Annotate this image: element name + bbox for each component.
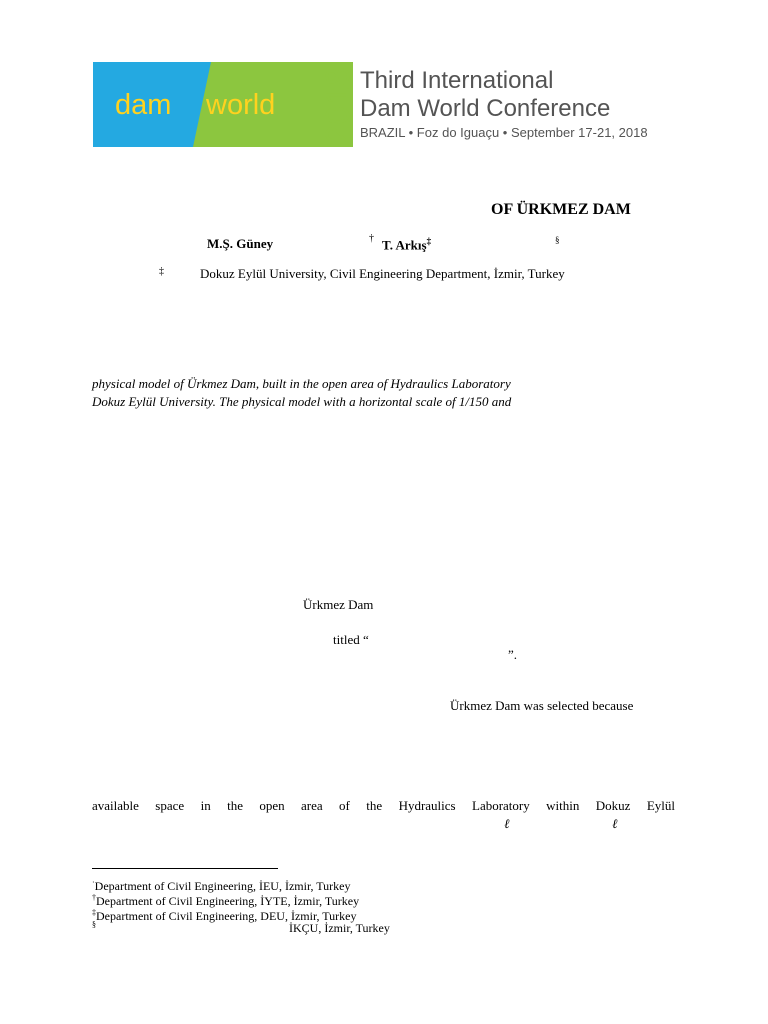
footnote-3-mark: ‡ (92, 908, 96, 917)
conference-title-line1: Third International (360, 67, 554, 94)
conference-year (321, 66, 355, 144)
text-fragment-close-quote: ”. (508, 647, 518, 662)
footnote-2-text: Department of Civil Engineering, İYTE, İzmir, Turkey (96, 894, 360, 908)
conference-title-line2: Dam World Conference (360, 95, 611, 122)
footnote-1-text: Department of Civil Engineering, İEU, İzmir, Turkey (94, 879, 351, 893)
footnote-1-mark: · (92, 878, 95, 887)
symbol-ell-2: ℓ (612, 816, 618, 831)
affiliation-mark: ‡ (159, 266, 164, 277)
conference-location-date: BRAZIL • Foz do Iguaçu • September 17-21, 2018 (360, 125, 648, 140)
symbol-ell-1: ℓ (504, 816, 510, 831)
abstract-line-1: physical model of Ürkmez Dam, built in the open area of Hydraulics Laboratory (92, 376, 511, 391)
author-3-mark: § (555, 235, 560, 245)
author-1-name: M.Ş. Güney (207, 236, 274, 251)
footnote-separator (92, 868, 278, 869)
footnote-3-text: Department of Civil Engineering, DEU, İzmir, Turkey (96, 909, 357, 923)
logo-word-dam: dam (115, 89, 172, 121)
text-fragment-urkmez-dam: Ürkmez Dam (303, 597, 374, 612)
footnote-2-mark: † (92, 893, 96, 902)
conference-logo (93, 62, 353, 147)
author-2-name: T. Arkış (382, 237, 427, 253)
text-fragment-titled: titled “ (333, 632, 369, 647)
abstract-line-2: Dokuz Eylül University. The physical model with a horizontal scale of 1/150 and (92, 394, 512, 409)
author-2-mark: ‡ (426, 236, 432, 246)
author-2 (382, 236, 431, 253)
author-1-mark: † (369, 233, 374, 244)
paper-title: OF ÜRKMEZ DAM (491, 201, 631, 218)
body-text-line: available space in the open area of the Hydraulics Laboratory within Dokuz Eylül (92, 798, 675, 813)
footnote-4-text: İKÇU, İzmir, Turkey (289, 921, 390, 935)
affiliation-text: Dokuz Eylül University, Civil Engineering Department, İzmir, Turkey (200, 266, 565, 281)
logo-word-world: world (206, 89, 276, 121)
footnote-4-mark: § (92, 920, 96, 929)
text-fragment-dam-selected: Ürkmez Dam was selected because (450, 698, 634, 713)
conference-year-text: 2018 (319, 66, 356, 144)
